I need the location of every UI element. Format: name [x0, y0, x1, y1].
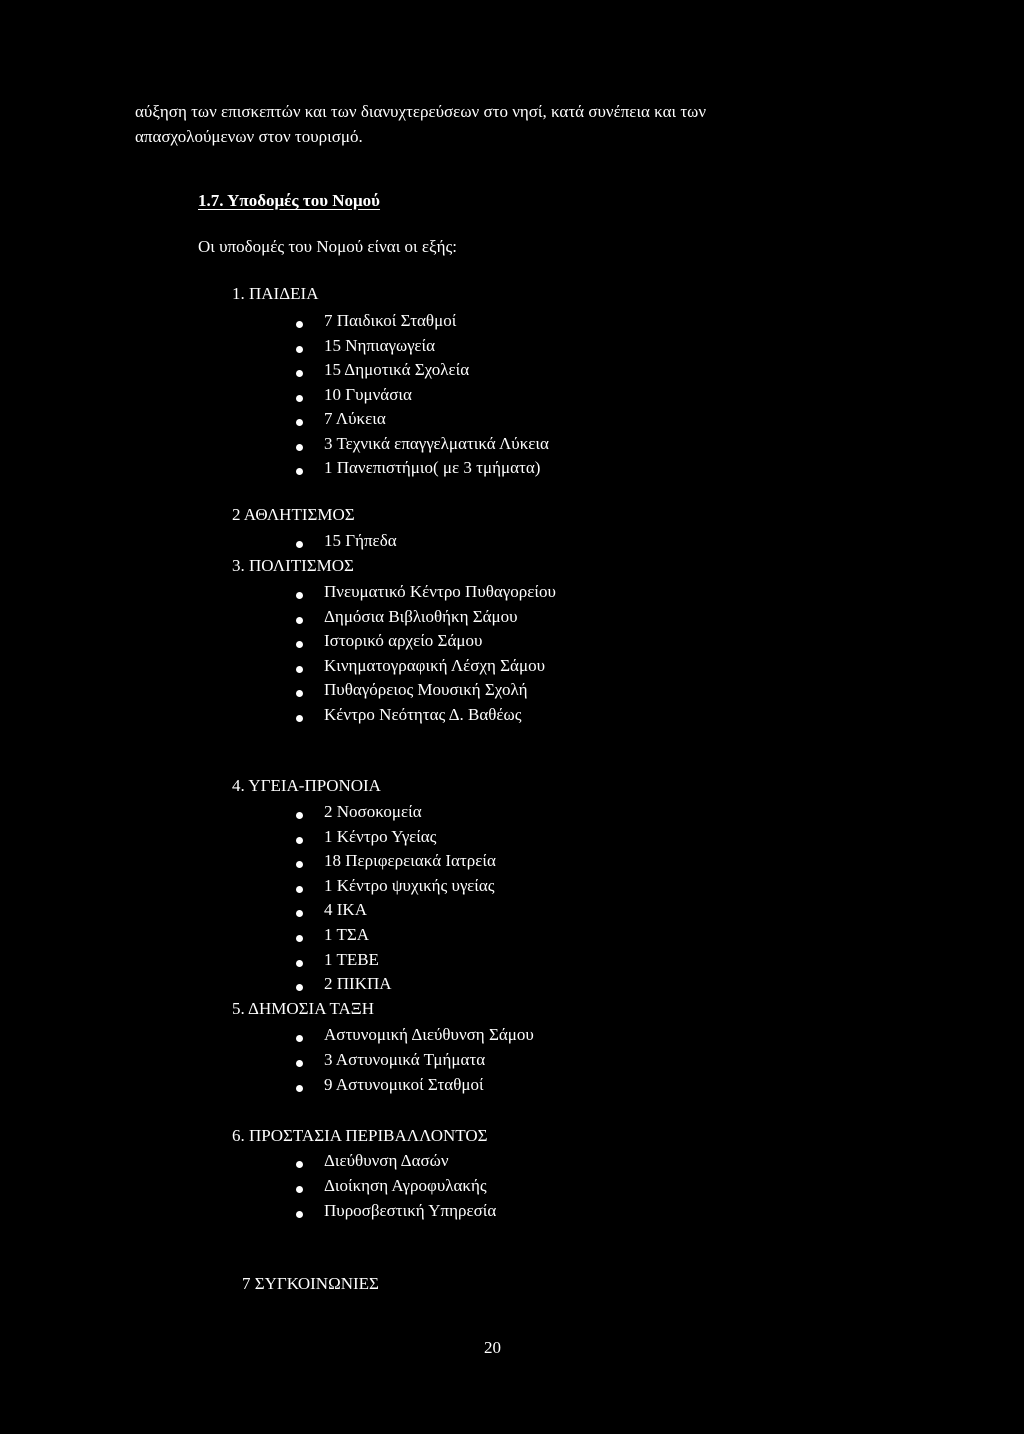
- bullet-icon: [296, 1211, 303, 1218]
- list-item: Αστυνομική Διεύθυνση Σάμου: [324, 1025, 534, 1044]
- list-item: Διεύθυνση Δασών: [324, 1151, 449, 1170]
- list-item: 1 Πανεπιστήμιο( με 3 τμήματα): [324, 458, 541, 477]
- bullet-icon: [296, 346, 303, 353]
- list-item: 1 Κέντρο ψυχικής υγείας: [324, 876, 495, 895]
- list-item: Διοίκηση Αγροφυλακής: [324, 1176, 487, 1195]
- bullet-icon: [296, 1060, 303, 1067]
- bullet-icon: [296, 812, 303, 819]
- bullet-icon: [296, 395, 303, 402]
- list-item: 1 Κέντρο Υγείας: [324, 827, 437, 846]
- section-lead: Οι υποδομές του Νομού είναι οι εξής:: [198, 237, 457, 256]
- bullet-icon: [296, 1186, 303, 1193]
- bullet-icon: [296, 690, 303, 697]
- category-title-culture: 3. ΠΟΛΙΤΙΣΜΟΣ: [232, 556, 354, 575]
- list-item: 10 Γυμνάσια: [324, 385, 412, 404]
- list-item: 15 Δημοτικά Σχολεία: [324, 360, 470, 379]
- list-item: 7 Παιδικοί Σταθμοί: [324, 311, 457, 330]
- list-item: Κινηματογραφική Λέσχη Σάμου: [324, 656, 545, 675]
- bullet-icon: [296, 617, 303, 624]
- list-item: 9 Αστυνομικοί Σταθμοί: [324, 1075, 484, 1094]
- list-item: Πυθαγόρειος Μουσική Σχολή: [324, 680, 528, 699]
- bullet-icon: [296, 960, 303, 967]
- category-title-education: 1. ΠΑΙΔΕΙΑ: [232, 284, 319, 303]
- bullet-icon: [296, 419, 303, 426]
- category-title-transport: 7 ΣΥΓΚΟΙΝΩΝΙΕΣ: [242, 1274, 379, 1293]
- list-item: 1 ΤΕΒΕ: [324, 950, 379, 969]
- bullet-icon: [296, 468, 303, 475]
- list-item: 18 Περιφερειακά Ιατρεία: [324, 851, 496, 870]
- category-title-health: 4. ΥΓΕΙΑ-ΠΡΟΝΟΙΑ: [232, 776, 381, 795]
- list-item: 15 Νηπιαγωγεία: [324, 336, 436, 355]
- list-item: 2 Νοσοκομεία: [324, 802, 422, 821]
- bullet-icon: [296, 444, 303, 451]
- section-heading: 1.7. Υποδομές του Νομού: [198, 191, 381, 210]
- bullet-icon: [296, 541, 303, 548]
- list-item: Πνευματικό Κέντρο Πυθαγορείου: [324, 582, 556, 601]
- bullet-icon: [296, 666, 303, 673]
- bullet-icon: [296, 592, 303, 599]
- bullet-icon: [296, 984, 303, 991]
- list-item: 1 ΤΣΑ: [324, 925, 369, 944]
- intro-line-2: απασχολούμενων στον τουρισμό.: [135, 127, 363, 146]
- category-title-sports: 2 ΑΘΛΗΤΙΣΜΟΣ: [232, 505, 355, 524]
- list-item: 4 ΙΚΑ: [324, 900, 367, 919]
- intro-line-1: αύξηση των επισκεπτών και των διανυχτερεύσεων στο νησί, κατά συνέπεια και των: [135, 102, 707, 121]
- list-item: Πυροσβεστική Υπηρεσία: [324, 1201, 497, 1220]
- category-title-public-order: 5. ΔΗΜΟΣΙΑ ΤΑΞΗ: [232, 999, 375, 1018]
- page-number: 20: [484, 1338, 501, 1357]
- list-item: Κέντρο Νεότητας Δ. Βαθέως: [324, 705, 522, 724]
- list-item: Δημόσια Βιβλιοθήκη Σάμου: [324, 607, 518, 626]
- list-item: 3 Αστυνομικά Τμήματα: [324, 1050, 486, 1069]
- bullet-icon: [296, 370, 303, 377]
- category-title-environment: 6. ΠΡΟΣΤΑΣΙΑ ΠΕΡΙΒΑΛΛΟΝΤΟΣ: [232, 1126, 488, 1145]
- bullet-icon: [296, 1085, 303, 1092]
- list-item: 15 Γήπεδα: [324, 531, 397, 550]
- list-item: Ιστορικό αρχείο Σάμου: [324, 631, 483, 650]
- bullet-icon: [296, 641, 303, 648]
- list-item: 2 ΠΙΚΠΑ: [324, 974, 392, 993]
- bullet-icon: [296, 321, 303, 328]
- bullet-icon: [296, 886, 303, 893]
- bullet-icon: [296, 1035, 303, 1042]
- bullet-icon: [296, 715, 303, 722]
- list-item: 7 Λύκεια: [324, 409, 386, 428]
- bullet-icon: [296, 837, 303, 844]
- bullet-icon: [296, 1161, 303, 1168]
- bullet-icon: [296, 861, 303, 868]
- bullet-icon: [296, 910, 303, 917]
- bullet-icon: [296, 935, 303, 942]
- list-item: 3 Τεχνικά επαγγελματικά Λύκεια: [324, 434, 549, 453]
